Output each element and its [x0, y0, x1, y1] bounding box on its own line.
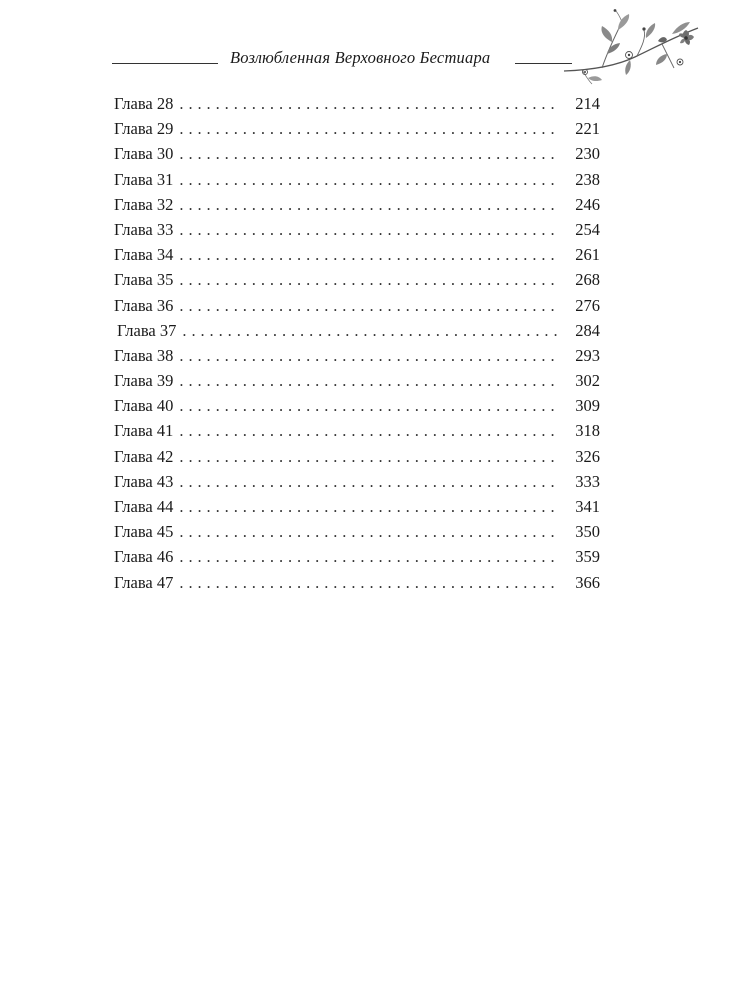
toc-entry	[114, 343, 600, 368]
chapter-label: Глава 45	[114, 522, 174, 542]
chapter-label: Глава 30	[114, 144, 174, 164]
page-number: 333	[575, 471, 600, 491]
page-number: 341	[575, 497, 600, 516]
header-rule-left	[112, 63, 218, 64]
dot-leader	[179, 343, 560, 368]
chapter-label: Глава 41	[114, 421, 174, 441]
chapter-label: Глава 46	[114, 547, 174, 567]
toc-entry	[114, 242, 600, 267]
chapter-label: Глава 33	[114, 219, 174, 239]
page-number: 276	[575, 295, 600, 315]
page-number: 293	[575, 345, 600, 365]
chapter-label: Глава 42	[114, 446, 174, 466]
dot-leader	[179, 444, 560, 469]
dot-leader	[179, 91, 560, 116]
chapter-label: Глава 32	[114, 194, 174, 214]
dot-leader	[179, 192, 560, 217]
dot-leader	[179, 167, 560, 192]
chapter-label: Глава 34	[114, 245, 174, 265]
page-number: 221	[575, 119, 600, 139]
toc-entry	[114, 141, 600, 166]
toc-entry	[114, 293, 600, 318]
toc-entry	[114, 418, 600, 443]
chapter-label: Глава 39	[114, 371, 174, 391]
page-number: 366	[575, 572, 600, 592]
dot-leader	[179, 242, 560, 267]
toc-entry	[114, 91, 600, 116]
page-number: 302	[575, 371, 600, 391]
page-number: 309	[575, 396, 600, 416]
floral-branch-icon	[562, 8, 702, 88]
chapter-label: Глава 47	[114, 572, 174, 592]
chapter-label: Глава 37	[117, 320, 177, 340]
page-number: 246	[575, 194, 600, 214]
dot-leader	[179, 141, 560, 166]
chapter-label: Глава 43	[114, 471, 174, 491]
chapter-label: Глава 36	[114, 295, 174, 315]
toc-entry	[114, 393, 600, 418]
dot-leader	[179, 267, 560, 292]
chapter-label: Глава 35	[114, 270, 174, 290]
page-number: 350	[575, 522, 600, 542]
toc-entry	[114, 318, 600, 343]
chapter-label: Глава 44	[114, 497, 174, 516]
chapter-label: Глава 38	[114, 345, 174, 365]
page-number: 238	[575, 169, 600, 189]
running-header	[112, 42, 702, 82]
dot-leader	[179, 519, 560, 544]
toc-entry	[114, 494, 600, 519]
toc-entry	[114, 192, 600, 217]
page-number: 326	[575, 446, 600, 466]
page-number: 268	[575, 270, 600, 290]
dot-leader	[179, 116, 560, 141]
page-number: 230	[575, 144, 600, 164]
dot-leader	[182, 318, 560, 343]
toc-entry	[114, 267, 600, 292]
chapter-label: Глава 29	[114, 119, 174, 139]
chapter-label: Глава 28	[114, 94, 174, 113]
dot-leader	[179, 418, 560, 443]
toc-entry	[114, 368, 600, 393]
page-number: 359	[575, 547, 600, 567]
page-number: 254	[575, 219, 600, 239]
dot-leader	[179, 368, 560, 393]
dot-leader	[179, 393, 560, 418]
dot-leader	[179, 570, 560, 595]
toc-entry	[114, 167, 600, 192]
dot-leader	[179, 217, 560, 242]
table-of-contents	[114, 91, 600, 595]
toc-entry	[114, 217, 600, 242]
page-number: 284	[575, 320, 600, 340]
dot-leader	[179, 469, 560, 494]
toc-entry	[114, 544, 600, 569]
dot-leader	[179, 544, 560, 569]
toc-entry	[114, 570, 600, 595]
dot-leader	[179, 293, 560, 318]
toc-entry	[114, 116, 600, 141]
toc-entry	[114, 519, 600, 544]
page-number: 318	[575, 421, 600, 441]
page-number: 214	[575, 94, 600, 113]
toc-entry	[114, 469, 600, 494]
chapter-label: Глава 40	[114, 396, 174, 416]
dot-leader	[179, 494, 560, 519]
book-title: Возлюбленная Верховного Бестиара	[230, 48, 491, 67]
chapter-label: Глава 31	[114, 169, 174, 189]
page-number: 261	[575, 245, 600, 265]
toc-entry	[114, 444, 600, 469]
